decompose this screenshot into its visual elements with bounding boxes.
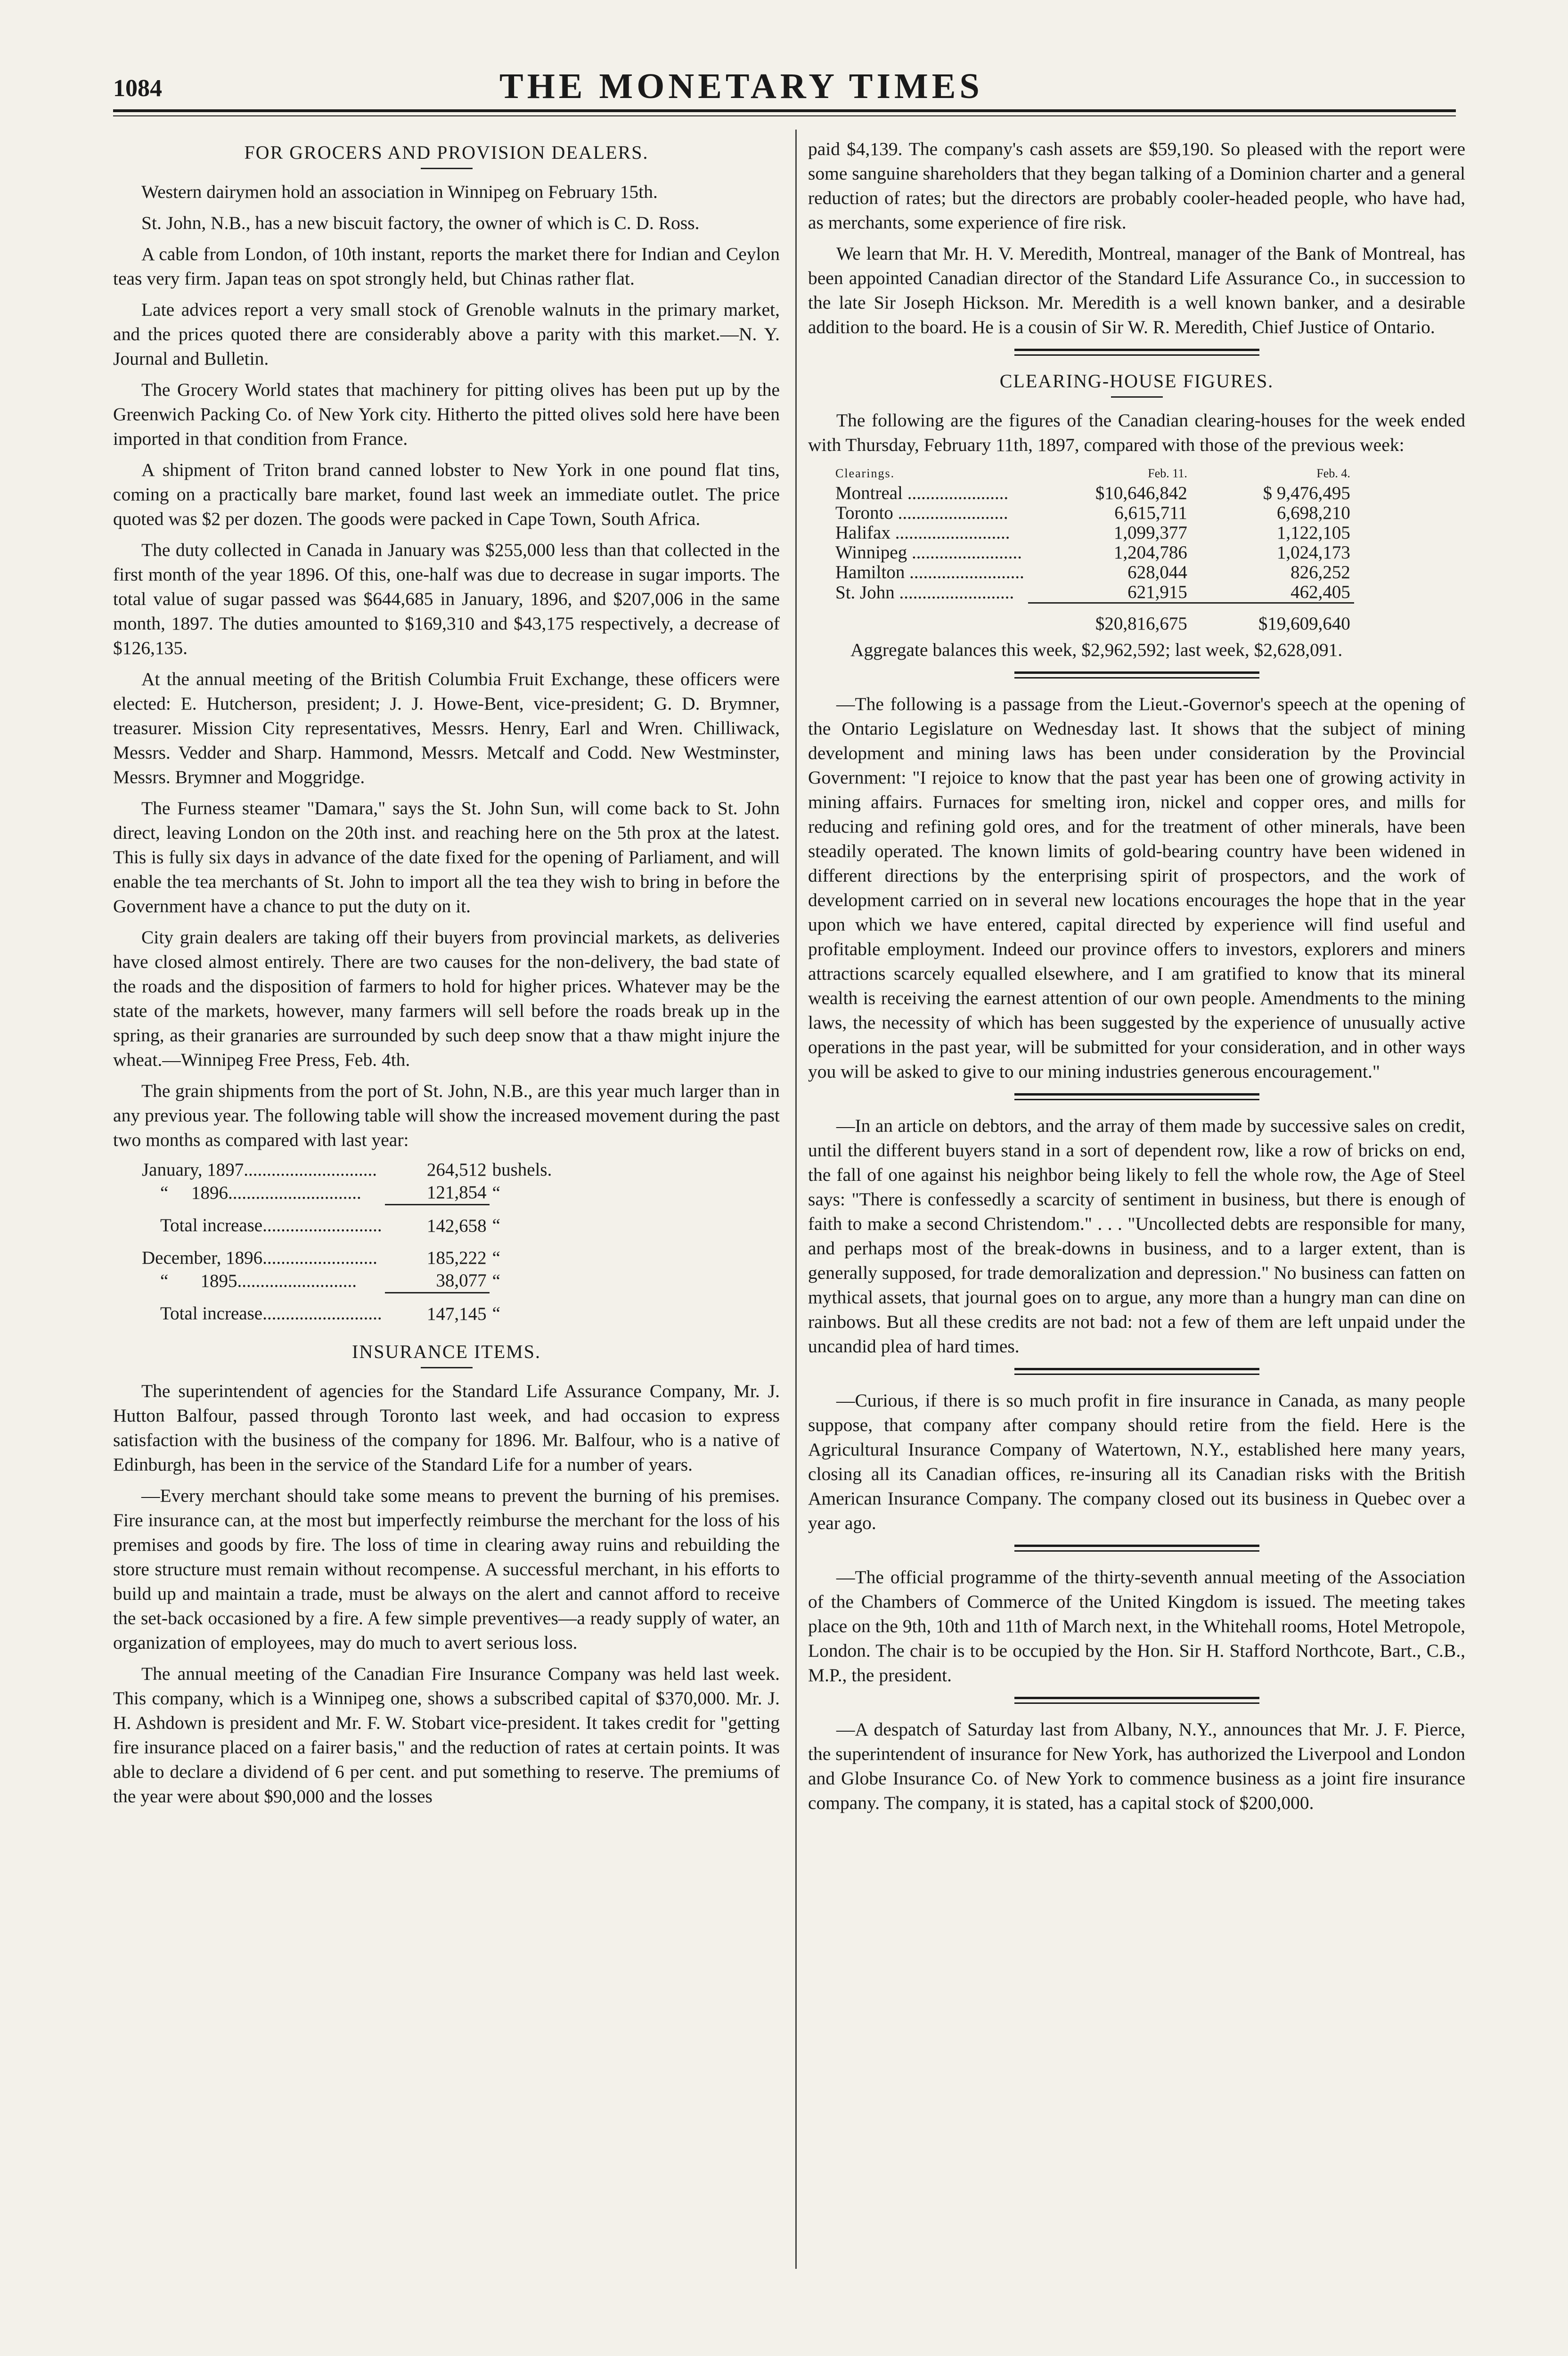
feb-4-value: 826,252	[1290, 562, 1350, 582]
news-item: —A despatch of Saturday last from Albany, N.Y., announces that Mr. J. F. Pierce, the superintendent of insurance for New York, has authorized the Liverpool and London and Globe Insurance Co. of New York to commence business as a joint fire insurance company. The company, it is stated, has a capital stock of $200,000.	[808, 1719, 1465, 1813]
city-name: St. John .........................	[835, 582, 1014, 603]
left-column	[113, 137, 780, 1815]
row-value: 185,222	[426, 1248, 487, 1268]
city-name: Toronto ........................	[835, 503, 1008, 523]
news-item: St. John, N.B., has a new biscuit factory, the owner of which is C. D. Ross.	[141, 213, 700, 233]
table-row	[139, 1269, 555, 1293]
table-row	[832, 563, 1354, 582]
section-heading-grocers: FOR GROCERS AND PROVISION DEALERS.	[244, 142, 649, 163]
row-unit: bushels.	[492, 1160, 552, 1180]
row-label: Total increase..........................	[142, 1215, 382, 1236]
total-row	[832, 603, 1354, 634]
heading-rule	[421, 1367, 473, 1368]
row-label: January, 1897.............................	[142, 1160, 377, 1180]
page-header	[113, 66, 1456, 108]
news-item: The grain shipments from the port of St. John, N.B., are this year much larger than in any previous year. The following table will show the increased movement during the past two months as compared with last year:	[113, 1080, 780, 1150]
city-name: Winnipeg ........................	[835, 542, 1022, 563]
total-feb-11: $20,816,675	[1028, 603, 1191, 634]
row-value: 147,145	[385, 1293, 490, 1326]
table-row	[832, 503, 1354, 523]
heading-rule	[1111, 396, 1163, 398]
feb-11-value: 1,204,786	[1113, 542, 1187, 563]
row-unit: “	[492, 1215, 500, 1236]
feb-4-value: $ 9,476,495	[1263, 483, 1350, 503]
news-item: We learn that Mr. H. V. Meredith, Montreal, manager of the Bank of Montreal, has been appointed Canadian director of the Standard Life Assurance Co., in succession to the late Sir Joseph Hickson. Mr. Meredith is a well known banker, and a desirable addition to the board. He is a cousin of Sir W. R. Meredith, Chief Justice of Ontario.	[808, 243, 1465, 337]
feb-11-value: 6,615,711	[1114, 503, 1187, 523]
news-item: The Furness steamer "Damara," says the St. John Sun, will come back to St. John direct, leaving London on the 20th inst. and reaching here on the 5th prox at the latest. This is fully six days in advance of the date fixed for the opening of Parliament, and will enable the tea merchants of St. John to import all the tea they wish to bring in before the Government have a chance to put the duty on it.	[113, 798, 780, 916]
page-number: 1084	[113, 75, 162, 102]
news-item: The annual meeting of the Canadian Fire Insurance Company was held last week. This company, which is a Winnipeg one, shows a subscribed capital of $370,000. Mr. J. H. Ashdown is president and Mr. F. W. Stobart vice-president. It takes credit for "getting fire insurance placed on a fairer basis," and the reduction of rates at certain points. It was able to declare a dividend of 6 per cent. and put something to reserve. The premiums of the year were about $90,000 and the losses	[113, 1663, 780, 1807]
city-name: Hamilton .........................	[835, 562, 1024, 582]
grain-shipments-table	[139, 1159, 555, 1325]
aggregate-balances: Aggregate balances this week, $2,962,592; last week, $2,628,091.	[850, 639, 1343, 660]
feb-4-value: 1,024,173	[1276, 542, 1350, 563]
news-item: The Grocery World states that machinery for pitting olives has been put up by the Greenwich Packing Co. of New York city. Hitherto the pitted olives sold here have been imported in that condition from France.	[113, 379, 780, 449]
row-value: 38,077	[436, 1270, 487, 1291]
table-row	[832, 483, 1354, 503]
row-unit: “	[492, 1182, 500, 1203]
row-label: “ 1895..........................	[142, 1270, 357, 1291]
table-row	[832, 543, 1354, 563]
section-divider	[1014, 1697, 1259, 1704]
feb-11-value: 1,099,377	[1113, 523, 1187, 543]
heading-rule	[421, 168, 473, 169]
section-heading-insurance: INSURANCE ITEMS.	[352, 1341, 541, 1362]
row-unit: “	[492, 1248, 500, 1268]
row-value: 264,512	[426, 1160, 487, 1180]
row-value: 121,854	[426, 1182, 487, 1203]
header-rule-thin	[113, 115, 1456, 116]
table-row	[139, 1159, 555, 1181]
feb-11-value: $10,646,842	[1095, 483, 1187, 503]
clearing-house-table	[832, 464, 1354, 634]
right-column	[808, 137, 1465, 1822]
news-item: City grain dealers are taking off their buyers from provincial markets, as deliveries have closed almost entirely. There are two causes for the non-delivery, the bad state of the roads and the disposition of farmers to hold for higher prices. Whatever may be the state of the markets, however, many farmers will sell before the roads break up in the spring, as their granaries are surrounded by such deep snow that a thaw might injure the wheat.—Winnipeg Free Press, Feb. 4th.	[113, 927, 780, 1070]
table-row	[139, 1181, 555, 1205]
news-item: —The following is a passage from the Lieut.-Governor's speech at the opening of the Ontario Legislature on Wednesday last. It shows that the subject of mining development and mining laws has been under consideration by the Provincial Government: "I rejoice to know that the past year has been one of growing activity in mining affairs. Furnaces for smelting iron, nickel and copper ores, and mills for reducing and refining gold ores, and for the treatment of other minerals, have been steadily operated. The known limits of gold-bearing country have been widened in different directions by the enterprising spirit of prospectors, and the work of development carried on in several new locations encourages the hope that in the year upon which we have entered, capital directed by experience will find useful and profitable employment. Indeed our province offers to investors, explorers and miners attractions scarcely equalled elsewhere, and I am gratified to know that its mineral wealth is receiving the earnest attention of our own people. Amendments to the mining laws, the necessity of which has been suggested by the experience of unusually active operations in the past year, will be submitted for your consideration, and in other ways you will be asked to give to our mining industries generous encouragement."	[808, 694, 1465, 1082]
section-divider	[1014, 1093, 1259, 1100]
feb-4-value: 6,698,210	[1276, 503, 1350, 523]
total-row	[139, 1293, 555, 1326]
table-header-row	[832, 464, 1354, 483]
section-divider	[1014, 671, 1259, 679]
column-header-feb-4: Feb. 4.	[1316, 466, 1350, 480]
section-divider	[1014, 1545, 1259, 1552]
news-item: The duty collected in Canada in January was $255,000 less than that collected in the first month of the year 1896. Of this, one-half was due to decrease in sugar imports. The total value of sugar passed was $644,685 in January, 1896, and $207,006 in the same month, 1897. The duties amounted to $169,310 and $43,175 respectively, a decrease of $126,135.	[113, 540, 780, 658]
news-item: A shipment of Triton brand canned lobster to New York in one pound flat tins, coming on a practically bare market, found last week an immediate outlet. The price quoted was $2 per dozen. The goods were packed in Cape Town, South Africa.	[113, 459, 780, 529]
row-unit: “	[492, 1270, 500, 1291]
news-item-continued: paid $4,139. The company's cash assets are $59,190. So pleased with the report were some sanguine shareholders that they began talking of a Dominion charter and a general reduction of rates; but the directors are probably cooler-headed people, who have had, as merchants, some experience of fire risk.	[808, 139, 1465, 233]
city-name: Montreal ......................	[835, 483, 1009, 503]
feb-4-value: 1,122,105	[1276, 523, 1350, 543]
news-item: —In an article on debtors, and the array of them made by successive sales on credit, until the different buyers stand in a sort of dependent row, like a row of bricks on end, the fall of one against his neighbor being likely to fell the whole row, the Age of Steel says: "There is confessedly a scarcity of sentiment in business, but there is enough of faith to make a second Christendom." . . . "Uncollected debts are responsible for many, and perhaps most of the break-downs in business, and to a larger extent, than is generally supposed, for trade demoralization and depression." No business can fatten on mythical assets, that journal goes on to argue, any more than a hungry man can dine on rainbows. But all these credits are not bad: not a few of them are left unpaid under the uncandid plea of hard times.	[808, 1115, 1465, 1357]
total-feb-4: $19,609,640	[1191, 603, 1354, 634]
row-value: 142,658	[385, 1205, 490, 1238]
city-name: Halifax .........................	[835, 523, 1010, 543]
news-item: —Curious, if there is so much profit in fire insurance in Canada, as many people suppose, that company after company should retire from the field. Here is the Agricultural Insurance Company of Watertown, N.Y., established here many years, closing all its Canadian offices, re-insuring all its Canadian risks with the British American Insurance Company. The company closed out its business in Quebec over a year ago.	[808, 1390, 1465, 1533]
section-divider	[1014, 1368, 1259, 1375]
news-item: At the annual meeting of the British Columbia Fruit Exchange, these officers were elected: E. Hutcherson, president; J. J. Howe-Bent, vice-president; G. D. Brymner, treasurer. Mission City representatives, Messrs. Henry, Earl and Wren. Chilliwack, Messrs. Vedder and Sharp. Hammond, Messrs. Metcalf and Codd. New Westminster, Messrs. Brymner and Moggridge.	[113, 669, 780, 787]
section-heading-clearing: CLEARING-HOUSE FIGURES.	[999, 370, 1274, 392]
news-item: —Every merchant should take some means to prevent the burning of his premises. Fire insurance can, at the most but imperfectly reimburse the merchant for the loss of his premises and goods by fire. The loss of time in clearing away ruins and rebuilding the store structure must remain without recompense. A successful merchant, in his efforts to build up and maintain a trade, must be always on the alert and cannot afford to receive the set-back occasioned by a fire. A few simple preventives—a ready supply of water, an organization of employees, may do much to avert serious loss.	[113, 1485, 780, 1653]
feb-11-value: 621,915	[1127, 582, 1187, 602]
row-label: Total increase..........................	[142, 1303, 382, 1324]
column-divider	[795, 130, 797, 2269]
feb-4-value: 462,405	[1290, 582, 1350, 602]
table-row	[139, 1237, 555, 1269]
feb-11-value: 628,044	[1127, 562, 1187, 582]
news-item: Western dairymen hold an association in Winnipeg on February 15th.	[141, 181, 658, 202]
news-item: The superintendent of agencies for the Standard Life Assurance Company, Mr. J. Hutton Balfour, passed through Toronto last week, and had occasion to express satisfaction with the business of the company for 1896. Mr. Balfour, who is a native of Edinburgh, has been in the service of the Standard Life for a number of years.	[113, 1381, 780, 1475]
row-label: December, 1896.........................	[142, 1248, 377, 1268]
section-divider	[1014, 349, 1259, 356]
header-rule-thick	[113, 109, 1456, 112]
news-item: Late advices report a very small stock of Grenoble walnuts in the primary market, and the prices quoted there are considerably above a parity with this market.—N. Y. Journal and Bulletin.	[113, 299, 780, 369]
table-row	[832, 523, 1354, 543]
total-row	[139, 1205, 555, 1238]
masthead-title: THE MONETARY TIMES	[499, 66, 983, 106]
table-row	[832, 582, 1354, 603]
news-item: —The official programme of the thirty-seventh annual meeting of the Association of the Chambers of Commerce of the United Kingdom is issued. The meeting takes place on the 9th, 10th and 11th of March next, in the Whitehall rooms, Hotel Metropole, London. The chair is to be occupied by the Hon. Sir H. Stafford Northcote, Bart., C.B., M.P., the president.	[808, 1567, 1465, 1685]
news-item: A cable from London, of 10th instant, reports the market there for Indian and Ceylon teas very firm. Japan teas on spot strongly held, but Chinas rather flat.	[113, 244, 780, 289]
column-header-clearings: Clearings.	[835, 466, 895, 480]
row-unit: “	[492, 1303, 500, 1324]
clearing-intro: The following are the figures of the Canadian clearing-houses for the week ended with Thursday, February 11th, 1897, compared with those of the previous week:	[808, 410, 1465, 455]
column-header-feb-11: Feb. 11.	[1148, 466, 1187, 480]
row-label: “ 1896.............................	[142, 1182, 361, 1203]
